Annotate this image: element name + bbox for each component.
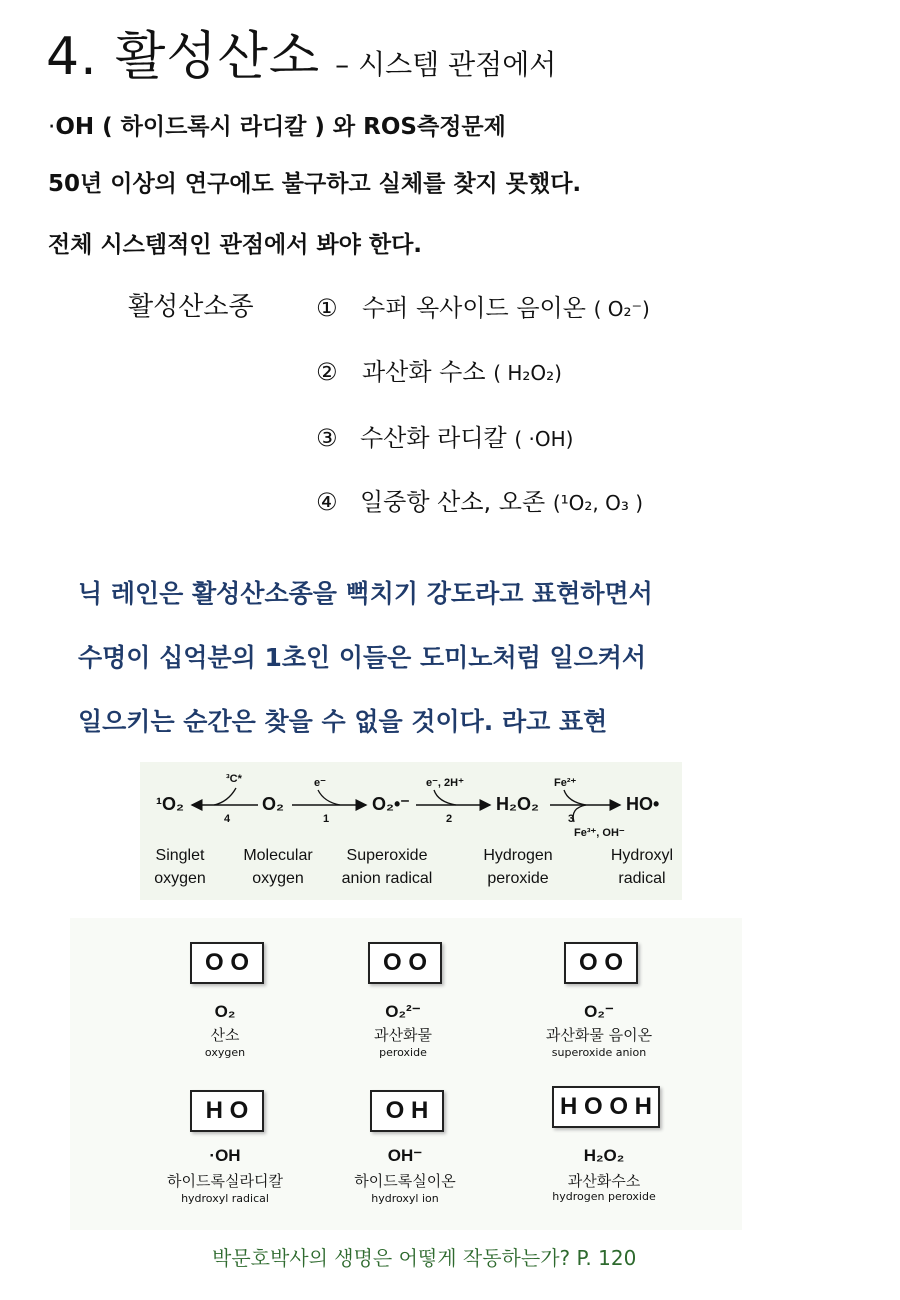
lewis-ko-hydroxyl-ion: 하이드록실이온 bbox=[354, 1172, 456, 1190]
title-subtitle: – 시스템 관점에서 bbox=[335, 48, 557, 81]
label-superoxide: Superoxide bbox=[346, 847, 428, 864]
ros-item-name: 수퍼 옥사이드 음이온 bbox=[362, 294, 586, 322]
lewis-en-hydroxyl-ion: hydroxyl ion bbox=[371, 1192, 439, 1205]
label-singlet: Singlet bbox=[155, 847, 205, 864]
intro-line-1-text: OH ( 하이드록시 라디칼 ) 와 ROS측정문제 bbox=[55, 114, 506, 140]
reagent-step-3: Fe²⁺ bbox=[554, 777, 577, 789]
lewis-box-hydroxyl-ion: O H bbox=[370, 1090, 444, 1132]
label-peroxide: peroxide bbox=[487, 870, 549, 887]
step-number-1: 1 bbox=[323, 813, 330, 825]
ros-item-number: ③ bbox=[316, 424, 338, 452]
lewis-formula-hydroxyl-ion: OH⁻ bbox=[387, 1146, 423, 1165]
label-oxygen: oxygen bbox=[154, 870, 206, 887]
lewis-ko-hydroxyl-radical: 하이드록실라디칼 bbox=[167, 1172, 283, 1190]
intro-line-2: 50년 이상의 연구에도 불구하고 실체를 찾지 못했다. bbox=[48, 171, 582, 197]
species-hydroxyl-radical: HO• bbox=[626, 794, 660, 814]
lewis-formula-oxygen: O₂ bbox=[214, 1002, 236, 1021]
ros-pathway-diagram bbox=[140, 762, 682, 900]
lewis-box-hydroxyl-radical: H O bbox=[190, 1090, 264, 1132]
lewis-en-superoxide: superoxide anion bbox=[551, 1046, 647, 1059]
ros-item-number: ④ bbox=[316, 488, 338, 516]
species-superoxide: O₂•⁻ bbox=[372, 794, 410, 814]
curve-step-2 bbox=[434, 790, 456, 805]
label-oxygen-2: oxygen bbox=[252, 870, 304, 887]
lewis-en-oxygen: oxygen bbox=[204, 1046, 246, 1059]
quote-line-3: 일으키는 순간은 찾을 수 없을 것이다. 라고 표현 bbox=[78, 707, 608, 736]
quote-line-1: 닉 레인은 활성산소종을 뻑치기 강도라고 표현하면서 bbox=[78, 579, 653, 608]
lewis-ko-superoxide: 과산화물 음이온 bbox=[545, 1026, 653, 1044]
ros-item-number: ① bbox=[316, 294, 338, 322]
title-main: 4. 활성산소 bbox=[46, 27, 321, 87]
lewis-box-oxygen: O O bbox=[190, 942, 264, 984]
ros-item-name: 수산화 라디칼 bbox=[360, 424, 507, 452]
ros-item-3 bbox=[316, 418, 573, 453]
lewis-box-superoxide: O O bbox=[564, 942, 638, 984]
ros-pathway-svg bbox=[140, 762, 682, 900]
ros-item-name: 과산화 수소 bbox=[362, 358, 486, 386]
reagent-step-2: e⁻, 2H⁺ bbox=[426, 777, 464, 789]
lewis-en-hydrogen-peroxide: hydrogen peroxide bbox=[552, 1190, 656, 1203]
ros-item-number: ② bbox=[316, 358, 338, 386]
step-number-2: 2 bbox=[446, 813, 453, 825]
label-radical: radical bbox=[618, 870, 666, 887]
curve-step-1 bbox=[318, 790, 340, 805]
reagent-step-4: ³C* bbox=[226, 773, 242, 785]
label-hydrogen: Hydrogen bbox=[483, 847, 553, 864]
intro-line-3: 전체 시스템적인 관점에서 봐야 한다. bbox=[48, 232, 423, 258]
step-number-4: 4 bbox=[224, 813, 231, 825]
lewis-box-hydrogen-peroxide: H O O H bbox=[552, 1086, 660, 1128]
ros-label: 활성산소종 bbox=[128, 292, 254, 322]
quote-line-2: 수명이 십억분의 1초인 이들은 도미노처럼 일으켜서 bbox=[78, 643, 647, 672]
lewis-box-peroxide: O O bbox=[368, 942, 442, 984]
label-hydroxyl: Hydroxyl bbox=[610, 847, 674, 864]
label-anion-radical: anion radical bbox=[341, 870, 433, 887]
product-step-3: Fe³⁺, OH⁻ bbox=[574, 827, 625, 839]
lewis-en-hydroxyl-radical: hydroxyl radical bbox=[181, 1192, 269, 1205]
ros-item-2 bbox=[316, 352, 562, 387]
curve-step-4 bbox=[214, 788, 236, 805]
lewis-en-peroxide: peroxide bbox=[379, 1046, 427, 1059]
page-title bbox=[46, 14, 556, 89]
lewis-formula-hydrogen-peroxide: H₂O₂ bbox=[583, 1146, 625, 1165]
lewis-ko-hydrogen-peroxide: 과산화수소 bbox=[567, 1172, 641, 1190]
ros-item-name: 일중항 산소, 오존 bbox=[360, 488, 546, 516]
ros-item-formula: (¹O₂, O₃ ) bbox=[552, 491, 644, 515]
source-caption: 박문호박사의 생명은 어떻게 작동하는가? P. 120 bbox=[212, 1246, 637, 1270]
ros-item-formula: ( H₂O₂) bbox=[493, 361, 562, 385]
species-hydrogen-peroxide: H₂O₂ bbox=[496, 794, 539, 814]
ros-item-1 bbox=[316, 288, 650, 323]
step-number-3: 3 bbox=[568, 813, 575, 825]
lewis-ko-peroxide: 과산화물 bbox=[374, 1026, 432, 1044]
radical-dot: · bbox=[48, 114, 56, 140]
lewis-structures-panel bbox=[70, 918, 742, 1230]
lewis-ko-oxygen: 산소 bbox=[210, 1026, 240, 1044]
reagent-step-1: e⁻ bbox=[314, 777, 326, 789]
species-singlet-oxygen: ¹O₂ bbox=[156, 794, 184, 814]
lewis-formula-hydroxyl-radical: ·OH bbox=[209, 1146, 241, 1165]
species-molecular-oxygen: O₂ bbox=[262, 794, 284, 814]
ros-item-4 bbox=[316, 482, 643, 517]
lewis-formula-peroxide: O₂²⁻ bbox=[385, 1002, 421, 1021]
ros-item-formula: ( O₂⁻) bbox=[593, 297, 650, 321]
lewis-formula-superoxide: O₂⁻ bbox=[584, 1002, 614, 1021]
ros-item-formula: ( ·OH) bbox=[514, 427, 574, 451]
intro-line-1 bbox=[48, 108, 506, 141]
label-molecular: Molecular bbox=[243, 847, 313, 864]
